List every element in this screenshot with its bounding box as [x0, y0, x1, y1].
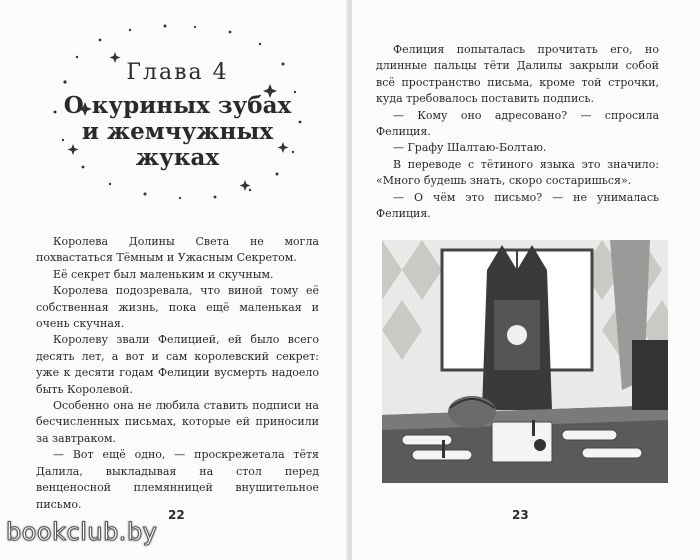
chapter-heading [55, 60, 300, 171]
illustration [382, 240, 668, 483]
paragraph: Фелиция попыталась прочитать его, но длинные пальцы тёти Далилы закрыли собой всё пространство письма, кроме той строчки, куда требовалось поставить подпись. [376, 43, 659, 106]
paragraph: Особенно она не любила ставить подписи на бесчисленных письмах, которые ей приносили за завтраком. [36, 399, 319, 445]
paragraph: Её секрет был маленьким и скучным. [53, 267, 274, 281]
chapter-number: Глава 4 [126, 60, 229, 85]
watermark: bookclub.by [6, 518, 158, 546]
paragraph: В переводе с тётиного языка это значило: «Много будешь знать, скоро состаришься». [376, 157, 659, 188]
paragraph: — Кому оно адресовано? — спросила Фелиция. [376, 108, 659, 139]
right-body-text [376, 42, 659, 222]
chapter-title-line: О куриных зубах [63, 92, 292, 119]
paragraph: — Вот ещё одно, — проскрежетала тётя Далила, выкладывая на стол перед венценосной племянницей внушительное письмо. [36, 448, 319, 511]
paragraph: Королеву звали Фелицией, ей было всего десять лет, а вот и сам королевский секрет: уже к десяти годам Фелиции вусмерть надоело быть Королевой. [36, 333, 319, 396]
page-number-left: 22 [168, 508, 185, 522]
paragraph: Королева Долины Света не могла похвастаться Тёмным и Ужасным Секретом. [36, 235, 319, 265]
paragraph: — Графу Шалтаю-Болтаю. [393, 141, 547, 155]
left-body-text [36, 234, 319, 513]
left-page [0, 0, 348, 560]
chapter-title-line: и жемчужных [81, 118, 274, 145]
chapter-title-line: жуках [135, 144, 220, 171]
page-number-right: 23 [512, 508, 529, 522]
paragraph: Королева подозревала, что виной тому её собственная жизнь, пока ещё маленькая и очень скучная. [36, 284, 319, 331]
paragraph: — О чём это письмо? — не унималась Фелиция. [376, 190, 659, 221]
chapter-title [55, 93, 300, 171]
